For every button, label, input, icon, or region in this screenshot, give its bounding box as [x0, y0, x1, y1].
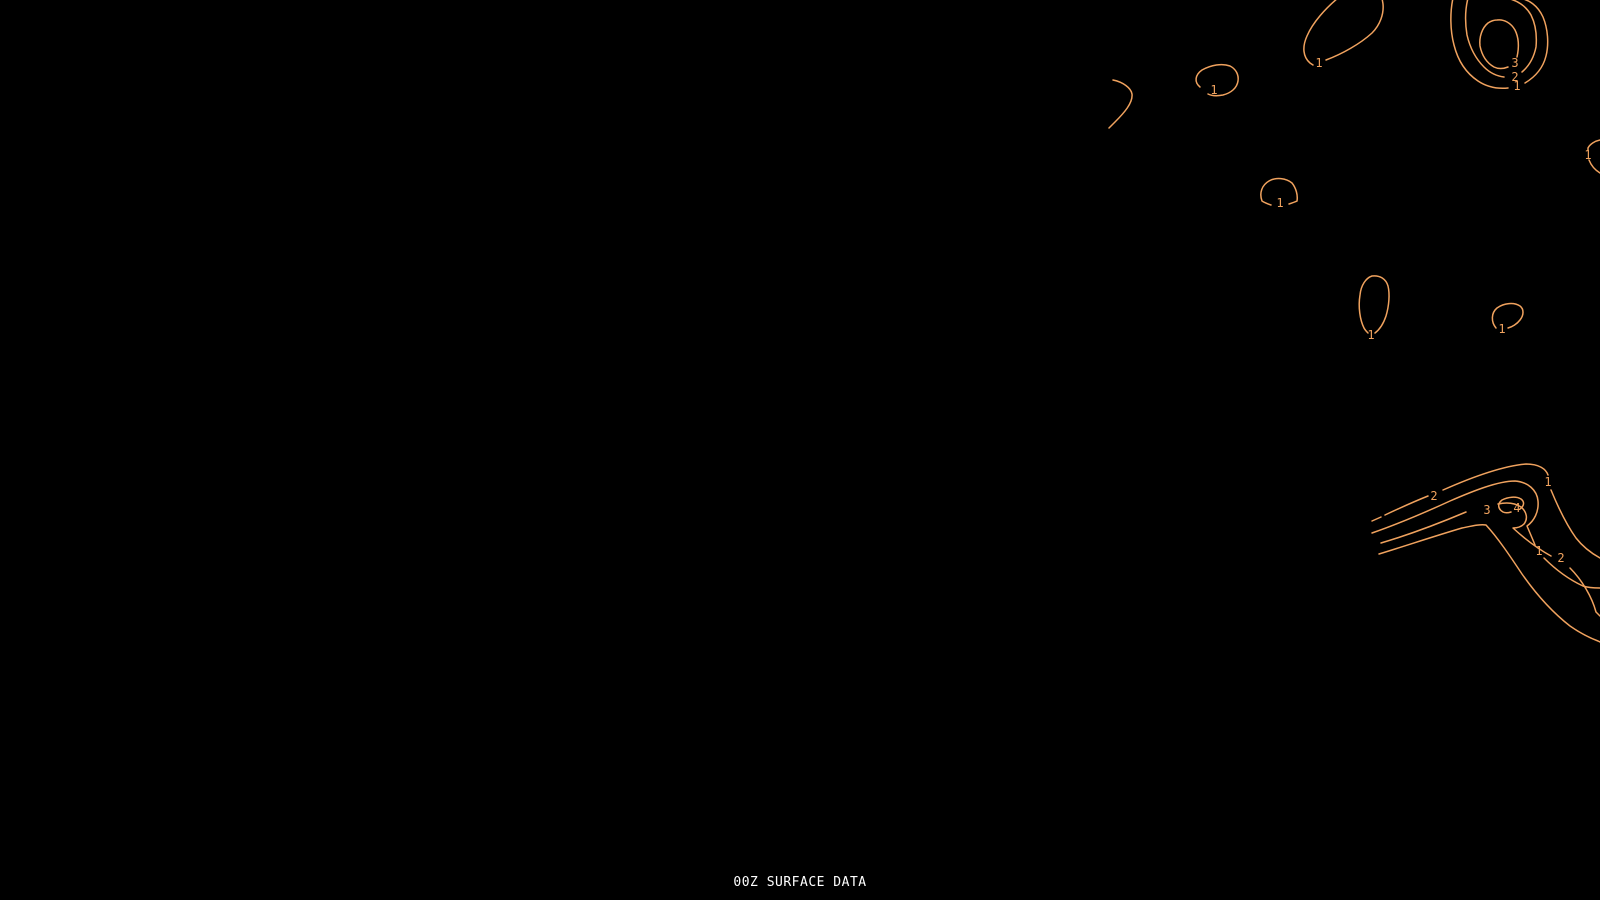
contour-value-label: 4: [1513, 501, 1521, 515]
contour-value-label: 1: [1210, 83, 1218, 97]
contour-value-label: 1: [1315, 56, 1323, 70]
contour-line-open-arc-west: [1109, 80, 1132, 128]
contour-value-label: 1: [1367, 328, 1375, 342]
contour-value-label: 2: [1430, 489, 1438, 503]
contour-line-leaf-cell: [1492, 304, 1523, 328]
contour-value-label: 3: [1483, 503, 1491, 517]
contour-value-label: 1: [1513, 79, 1521, 93]
contour-value-label: 1: [1584, 148, 1592, 162]
contour-value-label: 3: [1511, 56, 1519, 70]
contour-line-ring-middle: [1466, 0, 1537, 77]
contour-value-label: 2: [1557, 551, 1565, 565]
contour-line-ridge-line-third: [1381, 503, 1600, 616]
contour-value-label: 1: [1276, 196, 1284, 210]
contour-value-label: 1: [1535, 544, 1543, 558]
contour-line-ridge-dash: [1372, 517, 1381, 521]
contour-value-label: 1: [1544, 475, 1552, 489]
map-title: 00Z SURFACE DATA: [733, 875, 867, 890]
contour-value-label: 1: [1498, 322, 1506, 336]
contour-line-oval-cell: [1359, 276, 1389, 333]
contour-value-label: 2: [1511, 70, 1519, 84]
contour-line-ridge-line-bottom: [1379, 525, 1600, 642]
contour-line-ridge-line-outer: [1385, 464, 1600, 558]
